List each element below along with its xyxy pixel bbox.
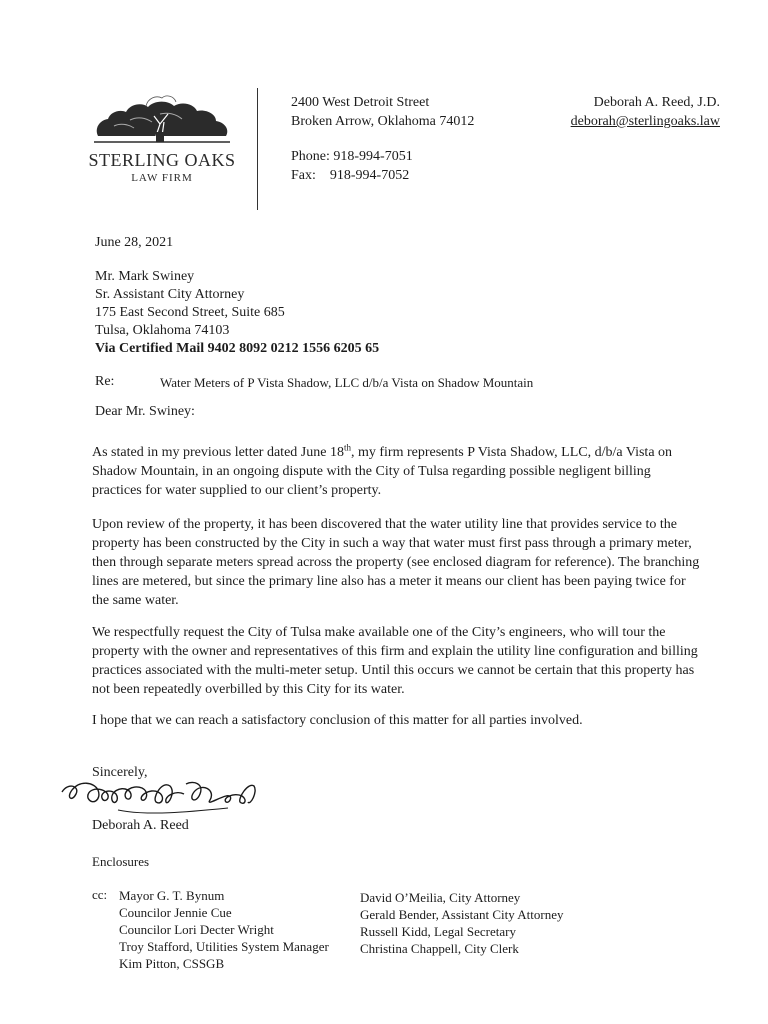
address-line-1: 2400 West Detroit Street (291, 95, 430, 110)
firm-name: STERLING OAKS (88, 150, 236, 170)
cc-recipient: David O’Meilia, City Attorney (360, 890, 521, 905)
fax-number: Fax: 918-994-7052 (291, 168, 410, 183)
attorney-contact (571, 93, 720, 131)
recipient-block (95, 268, 379, 358)
re-label: Re: (95, 374, 115, 389)
paragraph-1 (92, 443, 704, 500)
cc-recipient: Kim Pitton, CSSGB (119, 956, 225, 971)
recipient-name: Mr. Mark Swiney (95, 269, 195, 284)
recipient-street: 175 East Second Street, Suite 685 (95, 305, 285, 320)
closing: Sincerely, (92, 765, 148, 780)
recipient-city: Tulsa, Oklahoma 74103 (95, 323, 230, 338)
cc-recipient: Russell Kidd, Legal Secretary (360, 924, 516, 939)
attorney-name: Deborah A. Reed, J.D. (593, 95, 720, 110)
phone-number: Phone: 918-994-7051 (291, 149, 413, 164)
cc-label: cc: (92, 887, 108, 902)
cc-recipient: Troy Stafford, Utilities System Manager (119, 939, 329, 954)
paragraph-1-rest: , my firm represents P Vista Shadow, LLC, d/b/a Vista on Shadow Mountain, in an ongoing dispute with the City of Tulsa regarding possible negligent billing practices for water supplied to our client’s property. (92, 445, 673, 498)
enclosures-note: Enclosures (92, 854, 150, 869)
signer-name: Deborah A. Reed (92, 818, 189, 833)
firm-subtitle: LAW FIRM (131, 172, 193, 184)
attorney-email-link[interactable]: deborah@sterlingoaks.law (570, 114, 720, 129)
letter-date: June 28, 2021 (95, 235, 174, 250)
address-line-2: Broken Arrow, Oklahoma 74012 (291, 114, 475, 129)
cc-list-left (111, 887, 329, 972)
recipient-title: Sr. Assistant City Attorney (95, 287, 245, 302)
paragraph-1-start: As stated in my previous letter dated June 18 (92, 445, 344, 460)
paragraph-4: I hope that we can reach a satisfactory conclusion of this matter for all parties involved. (92, 713, 583, 728)
firm-contact-numbers (291, 147, 413, 185)
cc-list-right (360, 889, 563, 957)
paragraph-3: We respectfully request the City of Tulsa make available one of the City’s engineers, who will tour the property with the owner and representatives of this firm and explain the utility line configuration and billing practices associated with the multi-meter setup. Until this occurs we cannot be certain that this property has not been repeatedly overbilled by this City for its water. (92, 625, 698, 697)
re-subject: Water Meters of P Vista Shadow, LLC d/b/a Vista on Shadow Mountain (160, 375, 534, 390)
cc-recipient: Gerald Bender, Assistant City Attorney (360, 907, 564, 922)
cc-recipient: Christina Chappell, City Clerk (360, 941, 519, 956)
header-divider (257, 88, 258, 210)
paragraph-2: Upon review of the property, it has been discovered that the water utility line that provides service to the property has been constructed by the City in such a way that water must first pass through a primary meter, then through separate meters spread across the property (see enclosed diagram for reference). The branching lines are metered, but since the primary line also has a meter it means our client has been paying twice for the same water. (92, 517, 700, 608)
salutation: Dear Mr. Swiney: (95, 404, 195, 419)
cc-recipient: Councilor Jennie Cue (119, 905, 232, 920)
ordinal-suffix: th (343, 442, 351, 453)
delivery-method: Via Certified Mail 9402 8092 0212 1556 6205 65 (95, 341, 380, 356)
firm-address (291, 93, 474, 131)
cc-recipient: Councilor Lori Decter Wright (119, 922, 274, 937)
oak-tree-logo-icon (90, 92, 240, 150)
cc-recipient: Mayor G. T. Bynum (119, 888, 225, 903)
